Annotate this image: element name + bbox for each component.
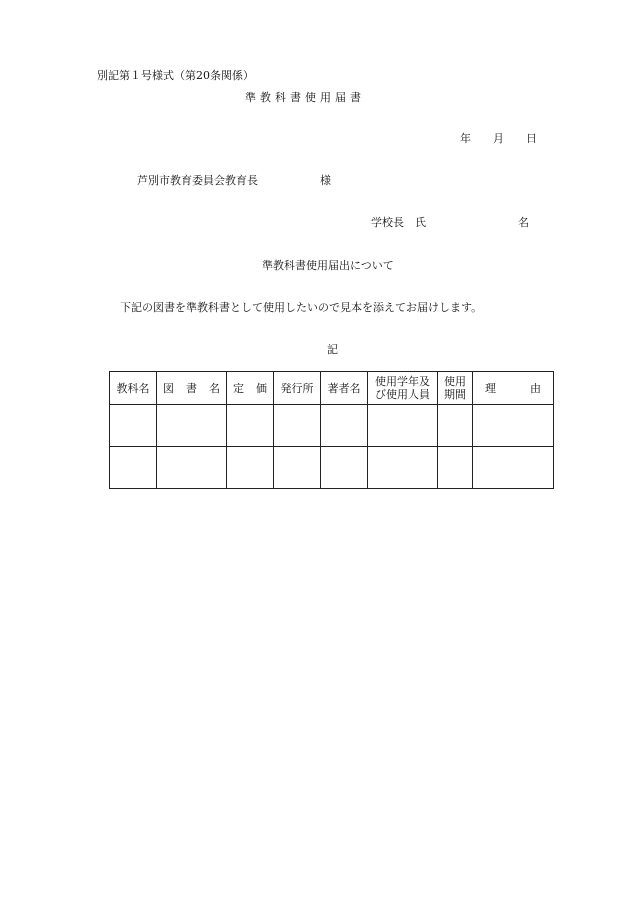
day-label: 日 (526, 132, 537, 145)
table-cell[interactable] (157, 447, 227, 489)
table-cell[interactable] (274, 405, 321, 447)
year-label: 年 (460, 132, 471, 145)
header-reason: 理 由 (473, 372, 554, 405)
addressee-honorific: 様 (320, 174, 331, 187)
header-price: 定 価 (227, 372, 274, 405)
table-cell[interactable] (368, 405, 438, 447)
table-cell[interactable] (227, 447, 274, 489)
table-cell[interactable] (473, 405, 554, 447)
table-row (110, 447, 554, 489)
table-header-row (110, 372, 554, 405)
header-subject: 教科名 (110, 372, 157, 405)
header-period: 使用 期間 (438, 372, 473, 405)
table-cell[interactable] (227, 405, 274, 447)
body-text: 下記の図書を準教科書として使用したいので見本を添えてお届けします。 (120, 301, 483, 314)
table-cell[interactable] (157, 405, 227, 447)
table-cell[interactable] (274, 447, 321, 489)
table-cell[interactable] (110, 405, 157, 447)
date-line (460, 133, 559, 144)
header-grade-users: 使用学年及 び使用人員 (368, 372, 438, 405)
table-cell[interactable] (438, 405, 473, 447)
table-cell[interactable] (368, 447, 438, 489)
table-cell[interactable] (438, 447, 473, 489)
header-publisher: 発行所 (274, 372, 321, 405)
principal-name-label: 学校長 氏 (371, 216, 426, 229)
table-cell[interactable] (321, 447, 368, 489)
header-author: 著者名 (321, 372, 368, 405)
table-row (110, 405, 554, 447)
table-cell[interactable] (321, 405, 368, 447)
document-title: 準教科書使用届書 (245, 91, 365, 104)
table-cell[interactable] (110, 447, 157, 489)
subject-line: 準教科書使用届出について (262, 259, 394, 272)
addressee-name: 芦別市教育委員会教育長 (137, 174, 258, 187)
month-label: 月 (493, 132, 504, 145)
ki-heading: 記 (327, 343, 338, 356)
principal-name-suffix: 名 (518, 216, 529, 229)
form-number-label: 別記第１号様式（第20条関係） (97, 69, 254, 82)
header-book-title: 図 書 名 (157, 372, 227, 405)
textbook-table (109, 371, 554, 489)
table-cell[interactable] (473, 447, 554, 489)
